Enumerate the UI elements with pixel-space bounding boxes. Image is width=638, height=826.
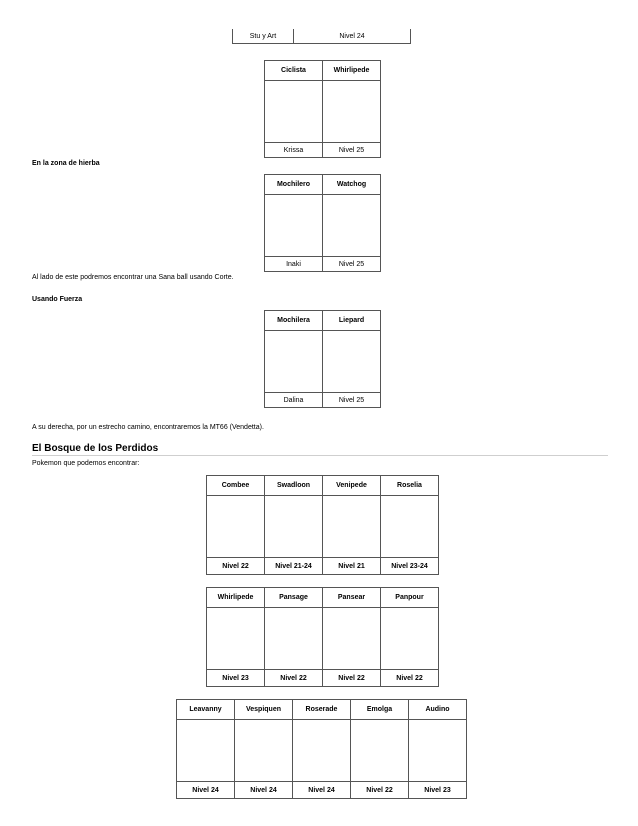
trainer-image-cell bbox=[265, 195, 323, 257]
pokemon-image-cell bbox=[323, 608, 381, 670]
trainer-class-header: Ciclista bbox=[265, 61, 323, 81]
pokemon-image-cell bbox=[177, 720, 235, 782]
pokemon-name-header: Combee bbox=[207, 476, 265, 496]
trainer-table-mochilera bbox=[264, 310, 381, 408]
trainer-image-cell bbox=[265, 331, 323, 393]
pokemon-image-cell bbox=[207, 608, 265, 670]
pokemon-header: Liepard bbox=[323, 311, 381, 331]
pokemon-level-cell: Nivel 23-24 bbox=[381, 558, 439, 575]
pokemon-header: Watchog bbox=[323, 175, 381, 195]
pokemon-image-cell bbox=[323, 331, 381, 393]
trainer-table-mochilero bbox=[264, 174, 381, 272]
pokemon-image-cell bbox=[207, 496, 265, 558]
pokemon-name-header: Roselia bbox=[381, 476, 439, 496]
wild-pokemon-table-3 bbox=[176, 699, 467, 799]
pokemon-image-cell bbox=[265, 496, 323, 558]
pokemon-level-cell: Nivel 24 bbox=[177, 782, 235, 799]
pokemon-header: Whirlipede bbox=[323, 61, 381, 81]
pokemon-level-cell: Nivel 24 bbox=[235, 782, 293, 799]
pokemon-image-cell bbox=[381, 608, 439, 670]
pokemon-level-cell: Nivel 25 bbox=[323, 257, 381, 272]
wild-pokemon-table-2 bbox=[206, 587, 439, 687]
trainer-name-cell: Dalina bbox=[265, 393, 323, 408]
grass-heading: En la zona de hierba bbox=[32, 160, 100, 167]
trainer-table-ciclista bbox=[264, 60, 381, 158]
pokemon-name-header: Whirlipede bbox=[207, 588, 265, 608]
pokemon-level-cell: Nivel 22 bbox=[351, 782, 409, 799]
pokemon-name-header: Pansage bbox=[265, 588, 323, 608]
trainer-class-header: Mochilera bbox=[265, 311, 323, 331]
trainer-name-cell: Inaki bbox=[265, 257, 323, 272]
wild-pokemon-table-1 bbox=[206, 475, 439, 575]
pokemon-level-cell: Nivel 24 bbox=[293, 782, 351, 799]
pokemon-name-header: Roserade bbox=[293, 700, 351, 720]
trainer-class-header: Mochilero bbox=[265, 175, 323, 195]
section-divider bbox=[32, 455, 608, 456]
pokemon-image-cell bbox=[351, 720, 409, 782]
sana-ball-text: Al lado de este podremos encontrar una Sana ball usando Corte. bbox=[32, 274, 234, 281]
pokemon-level-cell: Nivel 21 bbox=[323, 558, 381, 575]
pokemon-level-cell: Nivel 23 bbox=[409, 782, 467, 799]
fuerza-heading: Usando Fuerza bbox=[32, 296, 83, 303]
pokemon-name-header: Vespiquen bbox=[235, 700, 293, 720]
pokemon-image-cell bbox=[323, 496, 381, 558]
pokemon-level-cell: Nivel 25 bbox=[323, 143, 381, 158]
pokemon-name-header: Pansear bbox=[323, 588, 381, 608]
pokemon-image-cell bbox=[265, 608, 323, 670]
pokemon-image-cell bbox=[235, 720, 293, 782]
pokemon-name-header: Swadloon bbox=[265, 476, 323, 496]
pokemon-image-cell bbox=[323, 81, 381, 143]
pokemon-level-cell: Nivel 25 bbox=[323, 393, 381, 408]
trainer-name-cell: Krissa bbox=[265, 143, 323, 158]
pokemon-name-header: Emolga bbox=[351, 700, 409, 720]
pokemon-level-cell: Nivel 23 bbox=[207, 670, 265, 687]
pokemon-image-cell bbox=[409, 720, 467, 782]
top-trainer-name: Stu y Art bbox=[233, 29, 294, 44]
top-trainer-table bbox=[232, 29, 411, 44]
pokemon-name-header: Audino bbox=[409, 700, 467, 720]
pokemon-image-cell bbox=[293, 720, 351, 782]
pokemon-name-header: Leavanny bbox=[177, 700, 235, 720]
top-trainer-level: Nivel 24 bbox=[294, 29, 411, 44]
pokemon-level-cell: Nivel 22 bbox=[265, 670, 323, 687]
pokemon-level-cell: Nivel 22 bbox=[207, 558, 265, 575]
trainer-image-cell bbox=[265, 81, 323, 143]
pokemon-level-cell: Nivel 21-24 bbox=[265, 558, 323, 575]
section-title: El Bosque de los Perdidos bbox=[32, 443, 159, 454]
pokemon-name-header: Venipede bbox=[323, 476, 381, 496]
section-intro: Pokemon que podemos encontrar: bbox=[32, 460, 140, 467]
pokemon-level-cell: Nivel 22 bbox=[381, 670, 439, 687]
pokemon-image-cell bbox=[323, 195, 381, 257]
pokemon-level-cell: Nivel 22 bbox=[323, 670, 381, 687]
pokemon-image-cell bbox=[381, 496, 439, 558]
mt66-text: A su derecha, por un estrecho camino, encontraremos la MT66 (Vendetta). bbox=[32, 424, 264, 431]
pokemon-name-header: Panpour bbox=[381, 588, 439, 608]
